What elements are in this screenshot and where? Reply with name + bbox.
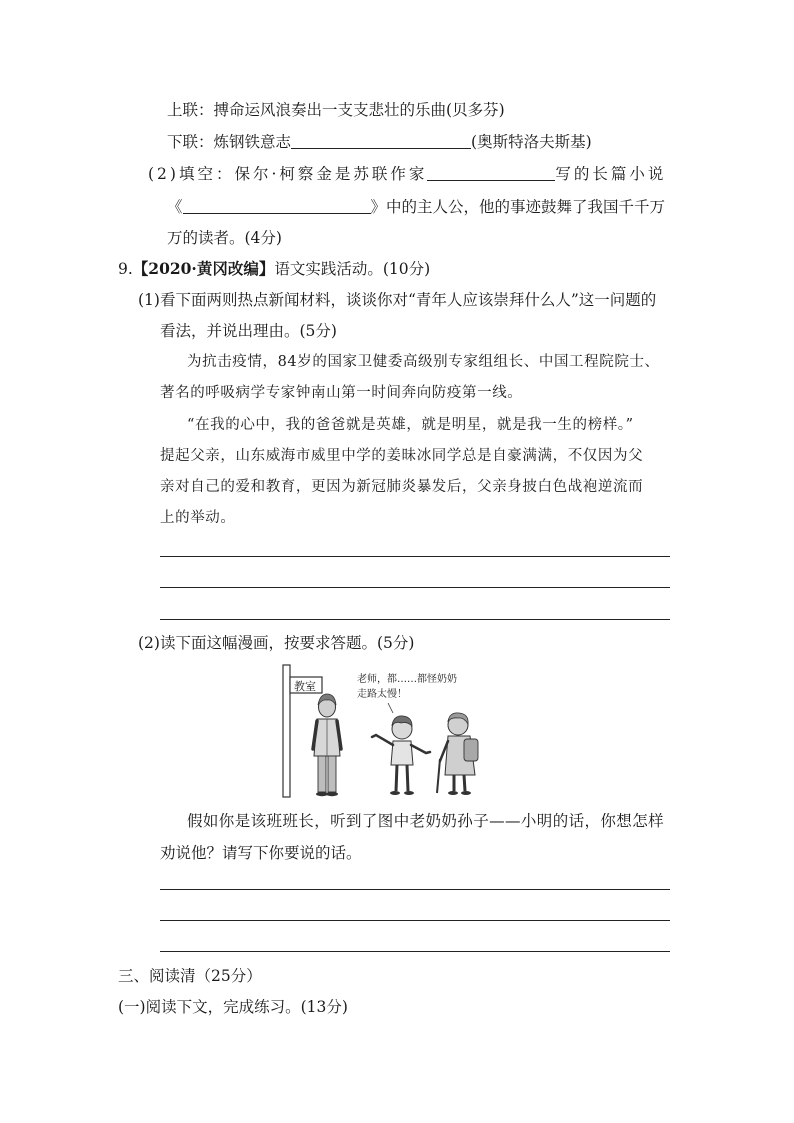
couplet-lower: [167, 132, 592, 152]
couplet-upper-label: 上联：: [167, 101, 214, 119]
news1-line2: 著名的呼吸病学专家钟南山第一时间奔向防疫第一线。: [160, 385, 523, 401]
couplet-upper: [167, 100, 505, 120]
answer-line-5[interactable]: [160, 920, 670, 921]
grandmother-figure: [437, 713, 478, 795]
comic-illustration: [280, 663, 490, 799]
q8-part2-line2: [167, 197, 665, 217]
couplet-lower-blank[interactable]: [291, 132, 471, 149]
news2-line2: 提起父亲，山东威海市威里中学的姜昧冰同学总是自豪满满，不仅因为父: [160, 448, 644, 464]
news2-line1: “在我的心中，我的爸爸就是英雄，就是明星，就是我一生的榜样。”: [187, 417, 634, 433]
couplet-lower-label: 下联：: [167, 133, 214, 151]
speech-bubble-line1: 老师，都……都怪奶奶: [357, 674, 457, 685]
author-blank[interactable]: [427, 164, 555, 181]
q8-part2-text-b: 写的长篇小说: [555, 165, 667, 183]
q9-part1-line1: (1)看下面两则热点新闻材料，谈谈你对“青年人应该崇拜什么人”这一问题的: [138, 291, 657, 309]
answer-line-3[interactable]: [160, 619, 670, 620]
answer-line-2[interactable]: [160, 587, 670, 588]
q9-number: 9.: [118, 260, 133, 278]
couplet-lower-prefix: 炼钢铁意志: [213, 133, 292, 151]
classroom-sign-text: 教室: [294, 680, 316, 693]
q8-part2-text-a: (2)填空：保尔·柯察金是苏联作家: [148, 165, 428, 183]
q8-part2-line1: [148, 164, 666, 184]
book-title-blank[interactable]: [183, 197, 371, 214]
couplet-upper-text: 搏命运风浪奏出一支支悲壮的乐曲(贝多芬): [213, 101, 505, 119]
teacher-figure: [313, 694, 341, 796]
q9-heading: [118, 259, 430, 279]
book-title-close-text: 》中的主人公，他的事迹鼓舞了我国千千万: [370, 198, 666, 216]
speech-bubble-line2: 走路太慢！: [357, 689, 407, 700]
door-frame: [283, 665, 290, 797]
q8-part2-line3: 万的读者。(4分): [167, 229, 282, 247]
q9-source: 【2020·黄冈改编】: [132, 259, 275, 278]
answer-line-6[interactable]: [160, 951, 670, 952]
news2-line3: 亲对自己的爱和教育，更因为新冠肺炎暴发后，父亲身披白色战袍逆流而: [160, 479, 644, 495]
news1-line1: 为抗击疫情，84岁的国家卫健委高级别专家组组长、中国工程院院士、: [187, 354, 660, 370]
q9-part2-prompt-line2: 劝说他？请写下你要说的话。: [160, 844, 362, 862]
couplet-lower-suffix: (奥斯特洛夫斯基): [471, 133, 592, 151]
news2-line4: 上的举动。: [160, 510, 236, 526]
q9-part1-line2: 看法，并说出理由。(5分): [160, 322, 337, 340]
book-title-open: 《: [167, 198, 183, 216]
section3-sub: (一)阅读下文，完成练习。(13分): [118, 998, 348, 1016]
answer-line-1[interactable]: [160, 556, 670, 557]
answer-line-4[interactable]: [160, 889, 670, 890]
boy-figure: [372, 716, 430, 795]
q9-title: 语文实践活动。(10分): [274, 260, 431, 278]
q9-part2-line1: (2)读下面这幅漫画，按要求答题。(5分): [138, 634, 415, 652]
q9-part2-prompt-line1: 假如你是该班班长，听到了图中老奶奶孙子——小明的话，你想怎样: [187, 812, 665, 830]
section3-heading: 三、阅读清（25分）: [118, 967, 262, 985]
